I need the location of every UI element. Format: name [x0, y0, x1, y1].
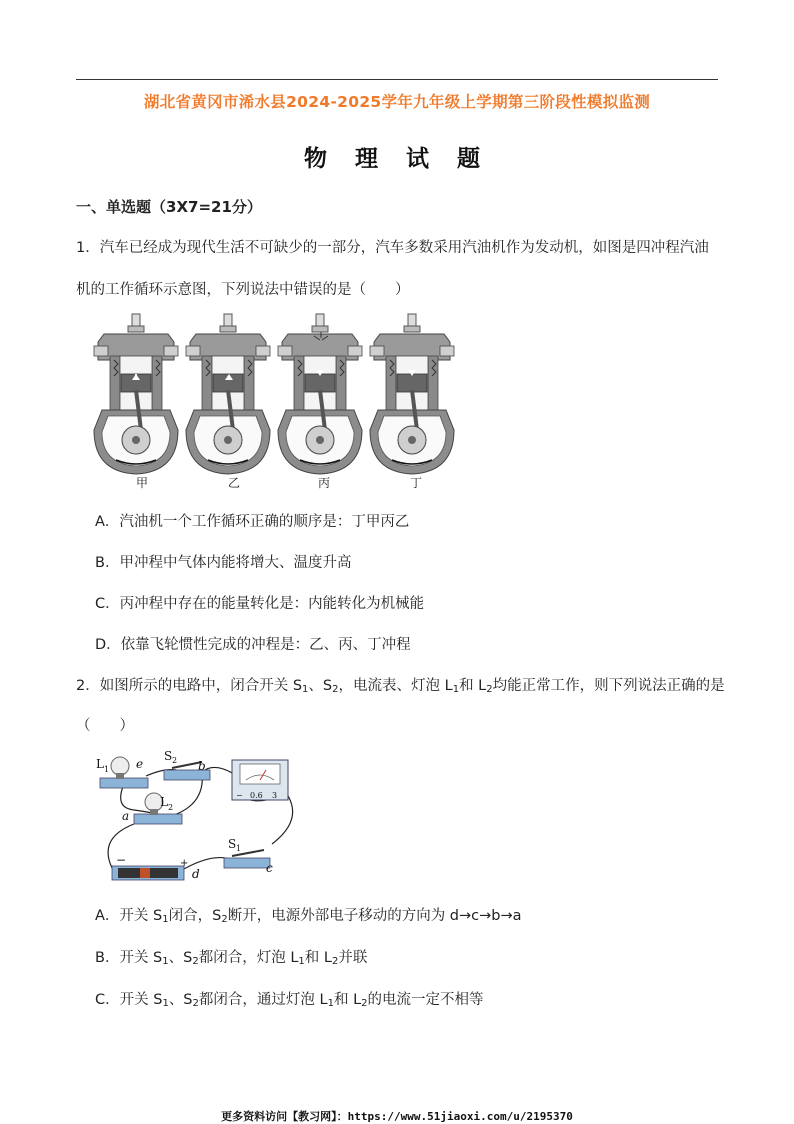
svg-text:2: 2	[168, 803, 174, 812]
svg-text:c: c	[266, 861, 273, 875]
svg-text:−: −	[116, 853, 127, 867]
circuit-figure	[94, 748, 304, 890]
svg-text:e: e	[136, 757, 144, 771]
page-title: 物 理 试 题	[303, 146, 491, 172]
figure-label-jia: 甲	[136, 476, 149, 490]
engine-yi	[186, 314, 270, 474]
engine-bing	[278, 314, 362, 474]
section-heading: 一、单选题（3X7=21分）	[76, 198, 262, 216]
q1-option-a: A．汽油机一个工作循环正确的顺序是：丁甲丙乙	[95, 514, 410, 530]
q1-option-c: C．丙冲程中存在的能量转化是：内能转化为机械能	[95, 596, 425, 612]
figure-label-yi: 乙	[228, 476, 241, 490]
svg-text:1: 1	[236, 844, 242, 853]
svg-text:L: L	[96, 757, 104, 771]
q2-option-b: B．开关 $S_1$、$S_2$都闭合，灯泡 $L_1$和 $L_2$并联	[95, 950, 368, 967]
svg-text:3: 3	[272, 791, 278, 800]
q2-option-c: C．开关 $S_1$、$S_2$都闭合，通过灯泡 $L_1$和 $L_2$的电流一定不相等	[95, 992, 484, 1009]
question-1-line-2: 机的工作循环示意图，下列说法中错误的是（ ）	[76, 282, 410, 298]
engine-jia	[94, 314, 178, 474]
question-1-line-1: 1．汽车已经成为现代生活不可缺少的一部分，汽车多数采用汽油机作为发动机，如图是四冲程汽油	[76, 240, 709, 256]
svg-text:−: −	[236, 791, 243, 800]
svg-text:b: b	[198, 759, 206, 773]
svg-text:2: 2	[172, 756, 178, 765]
q1-option-b: B．甲冲程中气体内能将增大、温度升高	[95, 555, 352, 571]
q2-option-a: A．开关 $S_1$闭合，$S_2$断开，电源外部电子移动的方向为 d→c→b→a	[95, 908, 522, 925]
figure-label-bing: 丙	[318, 476, 331, 490]
question-2-line-1: 2．如图所示的电路中，闭合开关 $S_1$、$S_2$，电流表、灯泡 $L_1$和 $L_2$均能正常工作，则下列说法正确的是	[76, 678, 725, 695]
q1-option-d: D．依靠飞轮惯性完成的冲程是：乙、丙、丁冲程	[95, 637, 411, 653]
svg-text:S: S	[164, 749, 173, 763]
svg-text:d: d	[192, 867, 200, 881]
engine-cycle-figure	[92, 312, 472, 492]
footer-link[interactable]: 更多资料访问【教习网】：https://www.51jiaoxi.com/u/2195370	[221, 1110, 573, 1123]
svg-text:L: L	[160, 795, 168, 809]
svg-text:+: +	[180, 858, 189, 869]
exam-header: 湖北省黄冈市浠水县2024-2025学年九年级上学期第三阶段性模拟监测	[143, 93, 651, 111]
svg-text:0.6: 0.6	[250, 791, 263, 800]
engine-ding	[370, 314, 454, 474]
svg-text:S: S	[228, 837, 237, 851]
svg-text:1: 1	[104, 765, 110, 774]
svg-text:a: a	[122, 809, 130, 823]
top-rule	[76, 79, 718, 80]
figure-label-ding: 丁	[410, 476, 423, 490]
question-2-line-2: （ ）	[76, 718, 134, 734]
